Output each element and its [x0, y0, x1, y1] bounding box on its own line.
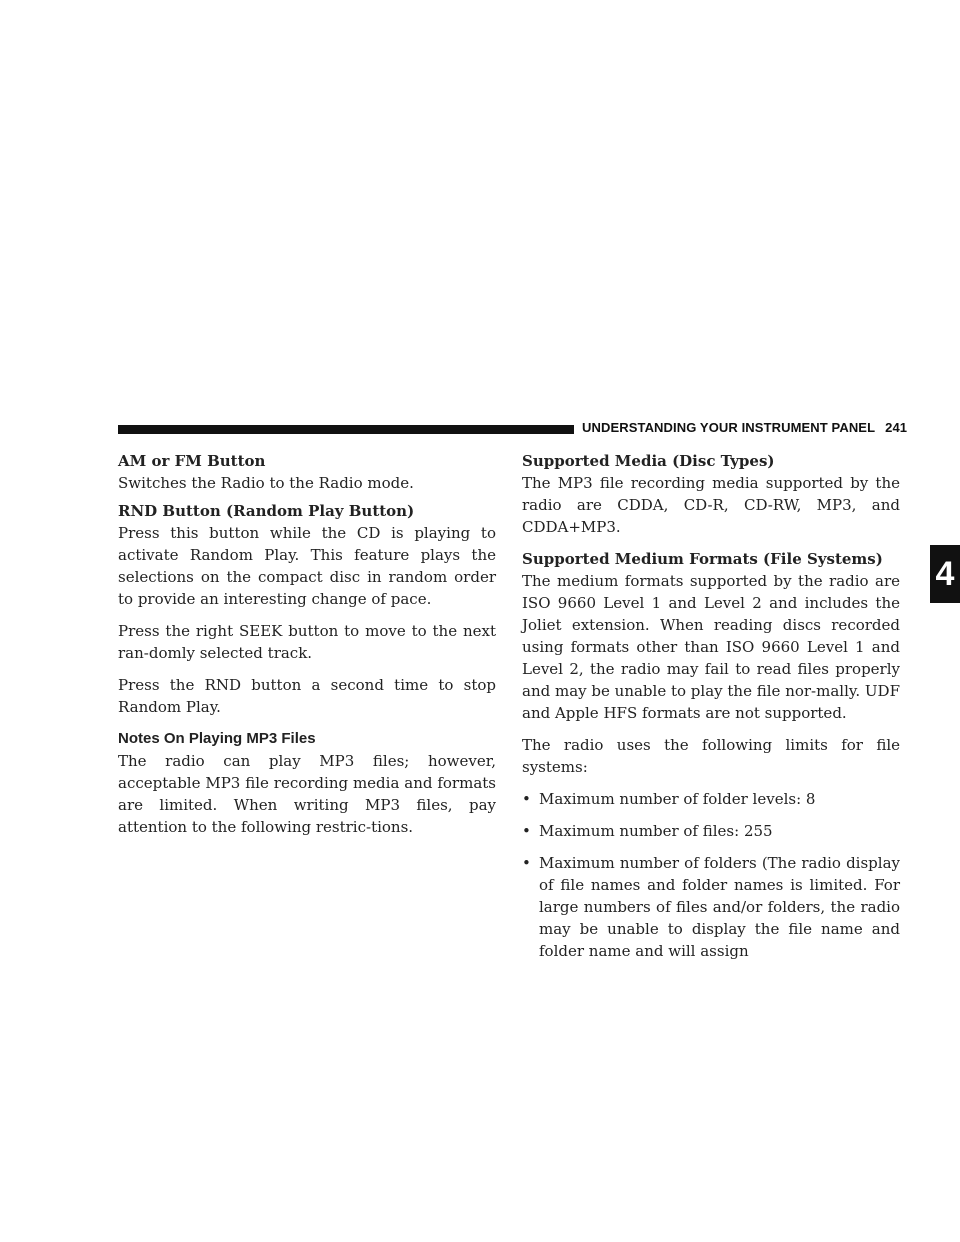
list-item — [522, 820, 900, 842]
mp3-heading: Notes On Playing MP3 Files — [118, 730, 316, 747]
left-column — [118, 450, 496, 848]
rnd-paragraph-2: Press the right SEEK button to move to the next ran-domly selected track. — [118, 622, 496, 662]
am-fm-body: Switches the Radio to the Radio mode. — [118, 474, 414, 492]
list-item-text: Maximum number of folder levels: 8 — [539, 790, 816, 808]
bullet-icon: • — [522, 790, 531, 808]
limits-list — [522, 788, 900, 962]
am-fm-heading: AM or FM Button — [118, 452, 266, 470]
header-rule — [118, 425, 574, 434]
list-item — [522, 852, 900, 962]
bullet-icon: • — [522, 822, 531, 840]
right-column — [522, 450, 900, 972]
rnd-paragraph-1: Press this button while the CD is playing to activate Random Play. This feature plays the selections on the compact disc in random order to provide an interesting change of pace. — [118, 524, 496, 608]
list-item-text: Maximum number of folders (The radio display of file names and folder names is limited. For large numbers of files and/or folders, the radio may be unable to display the file name and folder name and will assign — [539, 854, 900, 960]
formats-body: The medium formats supported by the radio are ISO 9660 Level 1 and Level 2 and includes the Joliet extension. When reading discs recorded using formats other than ISO 9660 Level 1 and Level 2, the radio may fail to read files properly and may be unable to play the file nor-mally. UDF and Apple HFS formats are not supported. — [522, 572, 900, 722]
page-number: 241 — [885, 420, 908, 435]
bullet-icon: • — [522, 854, 531, 872]
limits-intro: The radio uses the following limits for file systems: — [522, 736, 900, 776]
media-body: The MP3 file recording media supported by the radio are CDDA, CD-R, CD-RW, MP3, and CDDA+MP3. — [522, 474, 900, 536]
formats-heading: Supported Medium Formats (File Systems) — [522, 550, 883, 568]
media-heading: Supported Media (Disc Types) — [522, 452, 775, 470]
list-item-text: Maximum number of files: 255 — [539, 822, 773, 840]
section-title: UNDERSTANDING YOUR INSTRUMENT PANEL — [582, 420, 876, 435]
chapter-tab: 4 — [930, 545, 960, 603]
rnd-paragraph-3: Press the RND button a second time to stop Random Play. — [118, 676, 496, 716]
list-item — [522, 788, 900, 810]
running-header — [582, 420, 907, 435]
rnd-heading: RND Button (Random Play Button) — [118, 502, 415, 520]
mp3-body: The radio can play MP3 files; however, acceptable MP3 file recording media and formats are limited. When writing MP3 files, pay attention to the following restric-tions. — [118, 752, 496, 836]
